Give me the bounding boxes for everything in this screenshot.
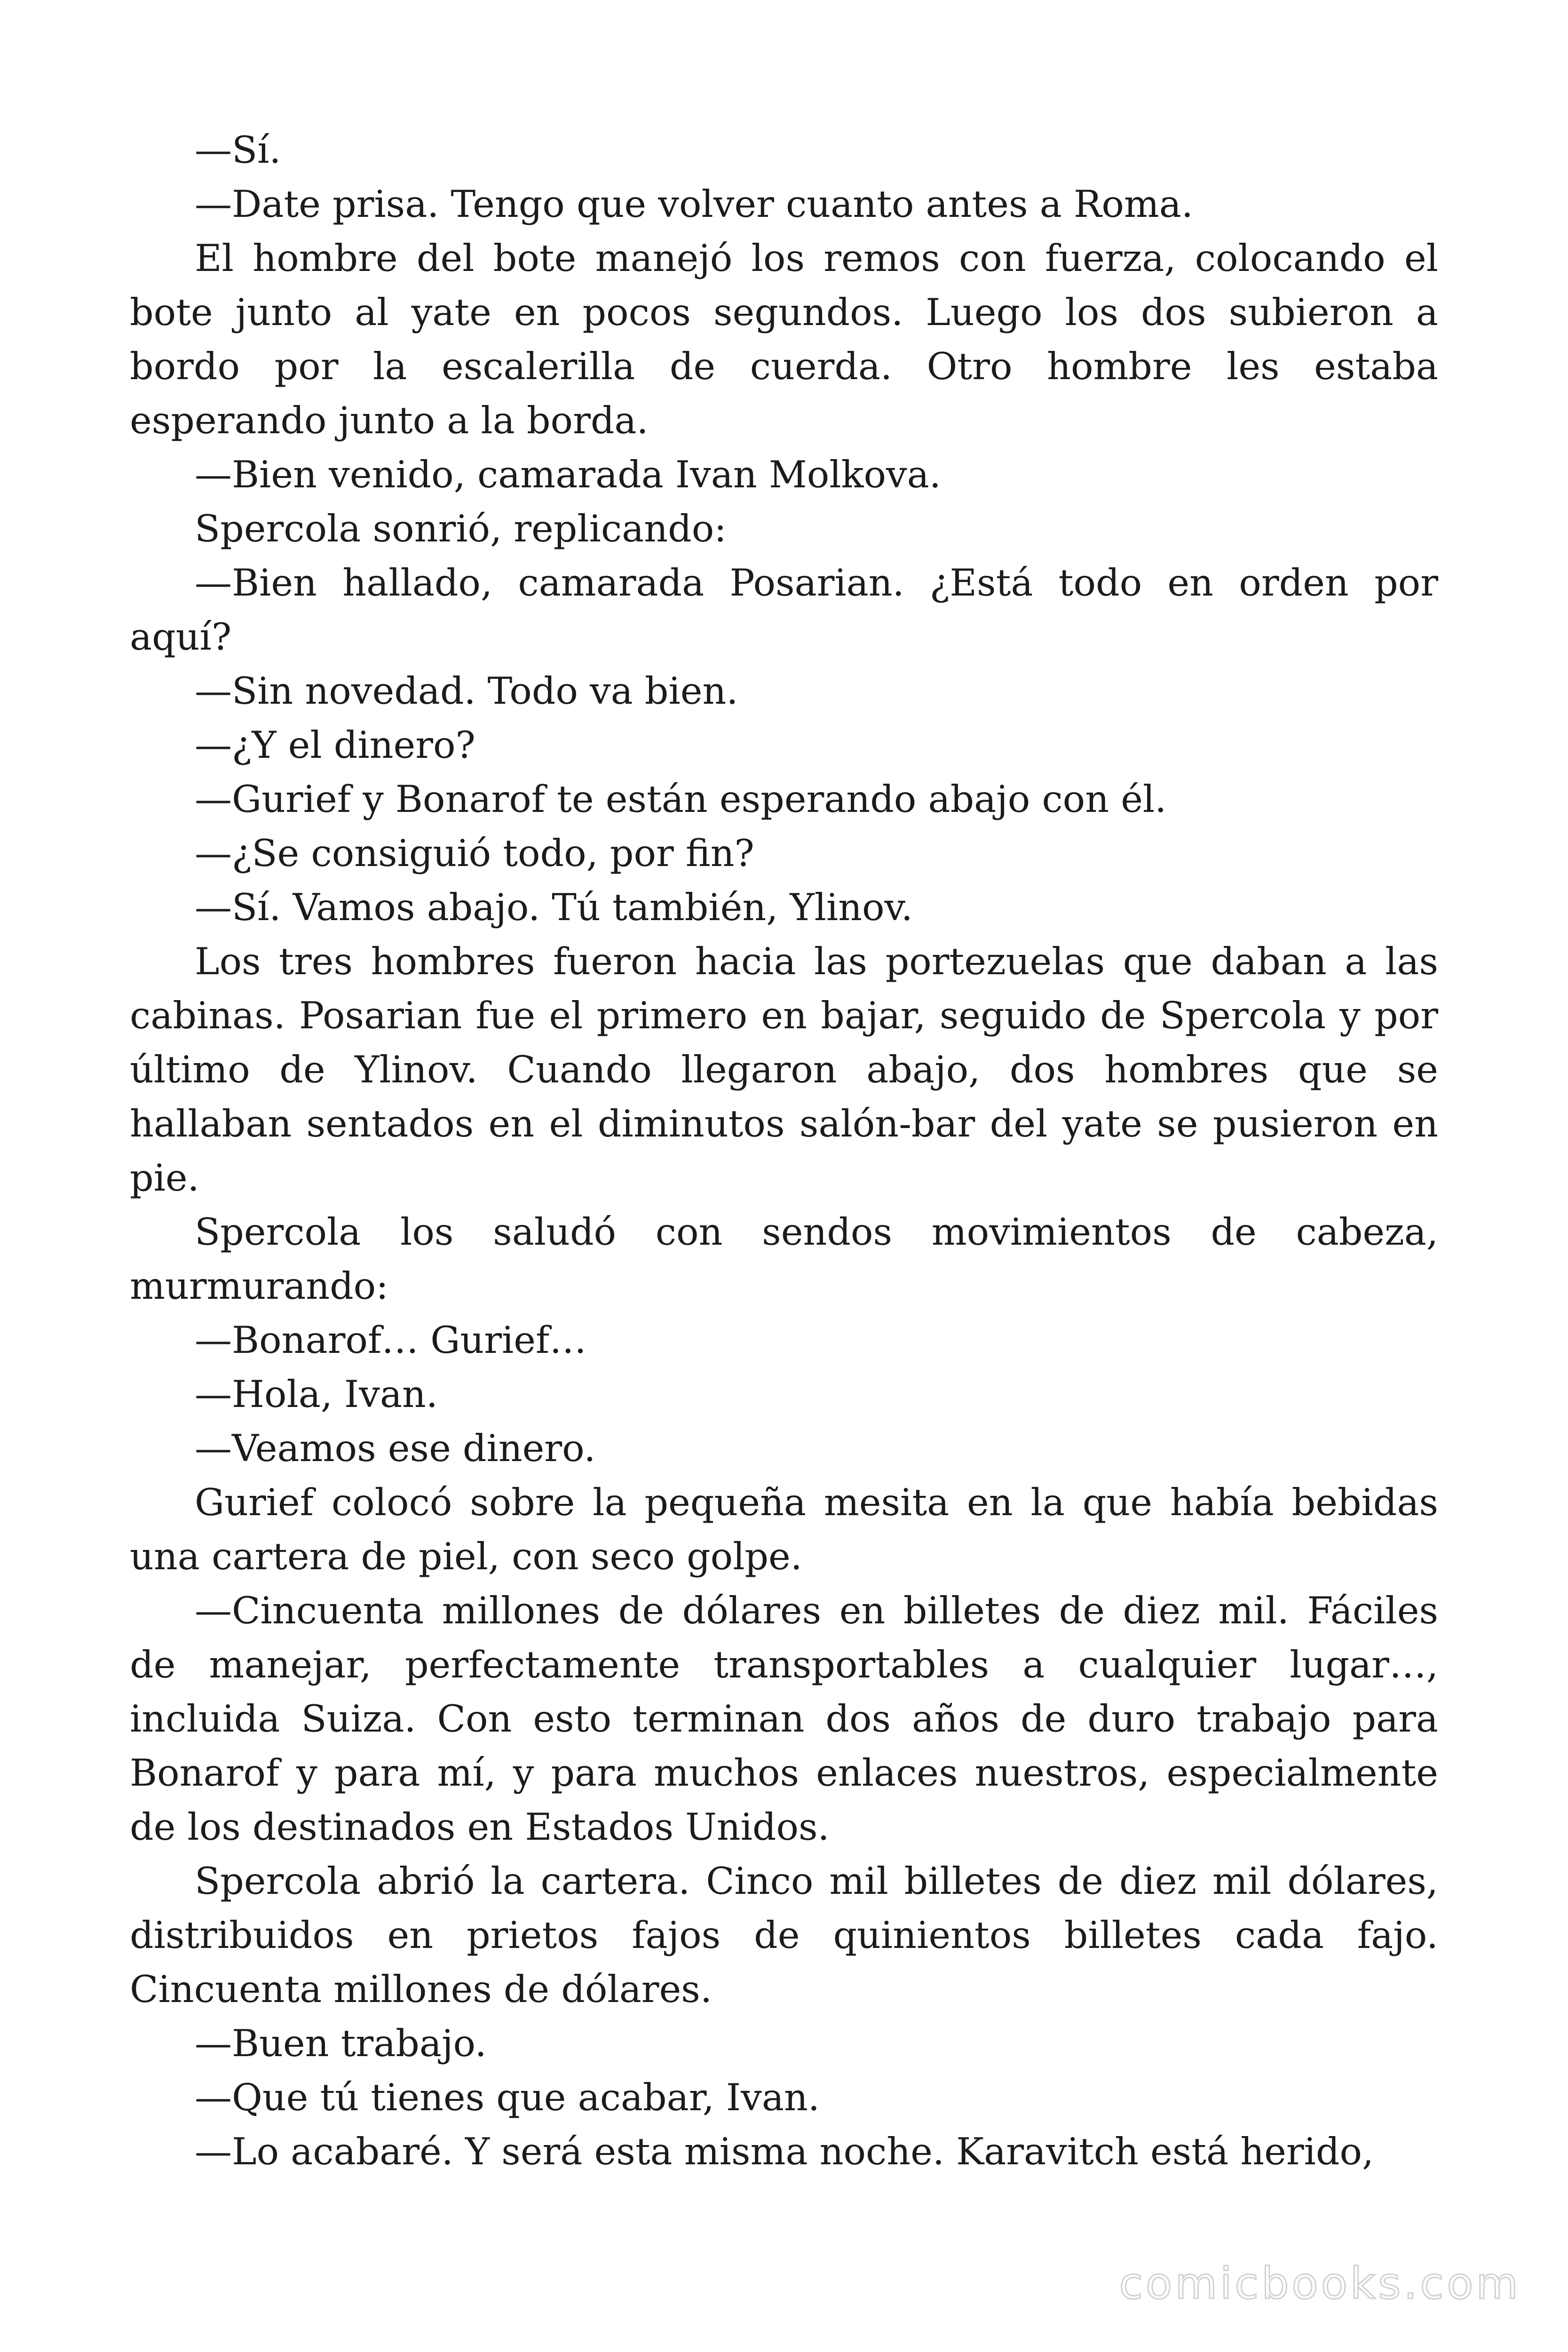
- paragraph-17: Gurief colocó sobre la pequeña mesita en la que había bebidas una cartera de piel, con seco golpe.: [130, 1481, 1438, 1578]
- paragraph-20: —Buen trabajo.: [195, 2022, 487, 2065]
- body-text: [130, 123, 1438, 2179]
- paragraph-11: —Sí. Vamos abajo. Tú también, Ylinov.: [195, 886, 913, 929]
- paragraph-1: —Sí.: [195, 128, 281, 172]
- paragraph-6: —Bien hallado, camarada Posarian. ¿Está todo en orden por aquí?: [130, 561, 1438, 659]
- paragraph-8: —¿Y el dinero?: [195, 723, 475, 767]
- paragraph-10: —¿Se consiguió todo, por fin?: [195, 832, 754, 875]
- paragraph-4: —Bien venido, camarada Ivan Molkova.: [195, 453, 941, 496]
- paragraph-16: —Veamos ese dinero.: [195, 1427, 596, 1470]
- paragraph-22: —Lo acabaré. Y será esta misma noche. Karavitch está herido,: [195, 2130, 1374, 2173]
- paragraph-9: —Gurief y Bonarof te están esperando abajo con él.: [195, 778, 1167, 821]
- paragraph-5: Spercola sonrió, replicando:: [195, 507, 727, 550]
- paragraph-12: Los tres hombres fueron hacia las portezuelas que daban a las cabinas. Posarian fue el primero en bajar, seguido de Spercola y por último de Ylinov. Cuando llegaron abajo, dos hombres que se hallaban sentados en el diminutos salón-bar del yate se pusieron en pie.: [130, 940, 1438, 1200]
- paragraph-19: Spercola abrió la cartera. Cinco mil billetes de diez mil dólares, distribuidos en prietos fajos de quinientos billetes cada fajo. Cincuenta millones de dólares.: [130, 1859, 1438, 2011]
- paragraph-13: Spercola los saludó con sendos movimientos de cabeza, murmurando:: [130, 1210, 1438, 1308]
- paragraph-21: —Que tú tienes que acabar, Ivan.: [195, 2076, 820, 2119]
- paragraph-3: El hombre del bote manejó los remos con fuerza, colocando el bote junto al yate en pocos segundos. Luego los dos subieron a bordo por la escalerilla de cuerda. Otro hombre les estaba esperando junto a la borda.: [130, 237, 1438, 442]
- watermark-text: comicbooks.com: [1119, 2258, 1521, 2309]
- paragraph-14: —Bonarof… Gurief…: [195, 1319, 587, 1362]
- paragraph-7: —Sin novedad. Todo va bien.: [195, 669, 738, 713]
- paragraph-18: —Cincuenta millones de dólares en billetes de diez mil. Fáciles de manejar, perfectamente transportables a cualquier lugar…, incluida Suiza. Con esto terminan dos años de duro trabajo para Bonarof y para mí, y para muchos enlaces nuestros, especialmente de los destinados en Estados Unidos.: [130, 1589, 1438, 1849]
- paragraph-2: —Date prisa. Tengo que volver cuanto antes a Roma.: [195, 183, 1194, 226]
- paragraph-15: —Hola, Ivan.: [195, 1373, 438, 1416]
